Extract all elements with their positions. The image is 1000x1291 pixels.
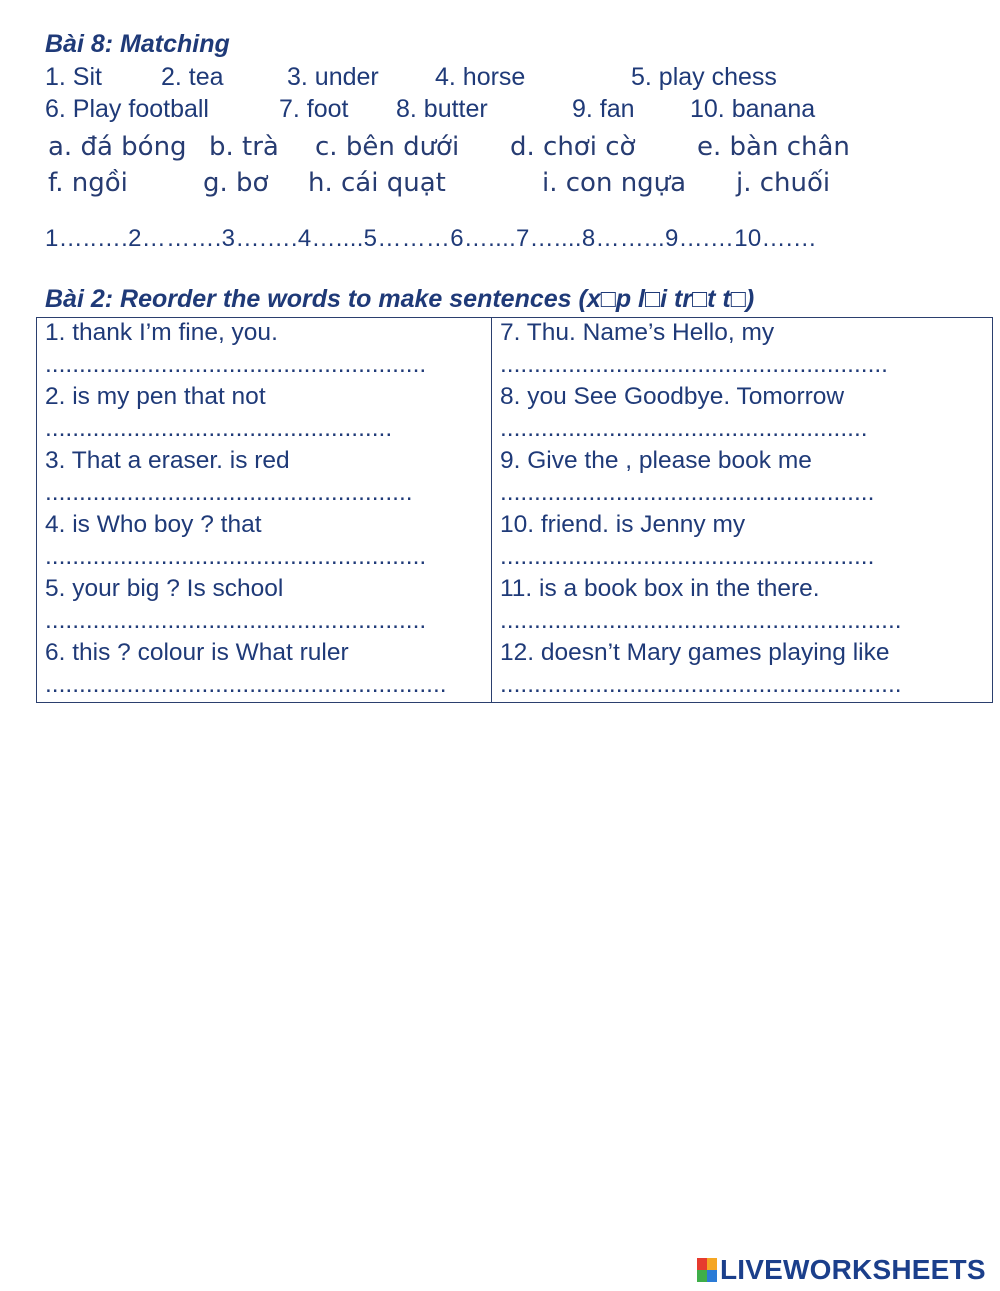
reorder-question: 5. your big ? Is school [45, 575, 284, 602]
viet-item: f. ngồi [48, 168, 128, 198]
viet-item: g. bơ [203, 168, 269, 198]
answer-blank[interactable]: ....................................................... [500, 479, 875, 506]
reorder-question: 8. you See Goodbye. Tomorrow [500, 383, 845, 410]
answer-blank[interactable]: ...................................................... [500, 415, 868, 442]
viet-item: b. trà [209, 132, 279, 162]
logo-square [707, 1258, 717, 1270]
reorder-question: 9. Give the , please book me [500, 447, 812, 474]
reorder-left-column [37, 318, 492, 703]
matching-answer-line[interactable]: 1…..….2……….3….….4…....5………6…....7…....8……...9….…10….… [45, 225, 818, 252]
viet-item: i. con ngựa [542, 168, 687, 198]
answer-blank[interactable]: ........................................................... [45, 671, 447, 698]
logo-icon [697, 1258, 717, 1282]
reorder-question: 1. thank I’m fine, you. [45, 319, 278, 346]
answer-blank[interactable]: ........................................................... [500, 607, 902, 634]
reorder-question: 3. That a eraser. is red [45, 447, 290, 474]
liveworksheets-logo[interactable] [697, 1256, 986, 1284]
viet-item: h. cái quạt [308, 168, 446, 198]
logo-square [707, 1270, 717, 1282]
matching-title: Bài 8: Matching [45, 30, 230, 58]
reorder-question: 10. friend. is Jenny my [500, 511, 746, 538]
viet-item: j. chuối [736, 168, 831, 198]
answer-blank[interactable]: ...................................................... [45, 479, 413, 506]
reorder-question: 6. this ? colour is What ruler [45, 639, 349, 666]
reorder-title: Bài 2: Reorder the words to make sentences (x□p l□i tr□t t□) [45, 285, 755, 313]
answer-blank[interactable]: ........................................................ [45, 543, 427, 570]
answer-blank[interactable]: ........................................................ [45, 607, 427, 634]
logo-square [697, 1270, 707, 1282]
logo-square [697, 1258, 707, 1270]
viet-item: e. bàn chân [697, 132, 850, 162]
word-item: 5. play chess [631, 63, 777, 91]
word-item: 7. foot [279, 95, 349, 123]
answer-blank[interactable]: ................................................... [45, 415, 393, 442]
reorder-question: 11. is a book box in the there. [500, 575, 820, 602]
word-item: 9. fan [572, 95, 635, 123]
word-item: 4. horse [435, 63, 526, 91]
word-item: 6. Play football [45, 95, 209, 123]
viet-item: a. đá bóng [48, 132, 187, 162]
viet-item: c. bên dưới [315, 132, 460, 162]
reorder-question: 12. doesn’t Mary games playing like [500, 639, 890, 666]
reorder-question: 7. Thu. Name’s Hello, my [500, 319, 775, 346]
word-item: 8. butter [396, 95, 488, 123]
word-item: 3. under [287, 63, 379, 91]
answer-blank[interactable]: ....................................................... [500, 543, 875, 570]
reorder-question: 2. is my pen that not [45, 383, 266, 410]
reorder-table [36, 317, 993, 703]
answer-blank[interactable]: ........................................................... [500, 671, 902, 698]
word-item: 1. Sit [45, 63, 102, 91]
reorder-right-column [492, 318, 993, 703]
logo-text: LIVEWORKSHEETS [720, 1254, 986, 1285]
viet-item: d. chơi cờ [510, 132, 636, 162]
word-item: 2. tea [161, 63, 224, 91]
word-item: 10. banana [690, 95, 816, 123]
reorder-question: 4. is Who boy ? that [45, 511, 262, 538]
answer-blank[interactable]: ......................................................... [500, 351, 888, 378]
answer-blank[interactable]: ........................................................ [45, 351, 427, 378]
